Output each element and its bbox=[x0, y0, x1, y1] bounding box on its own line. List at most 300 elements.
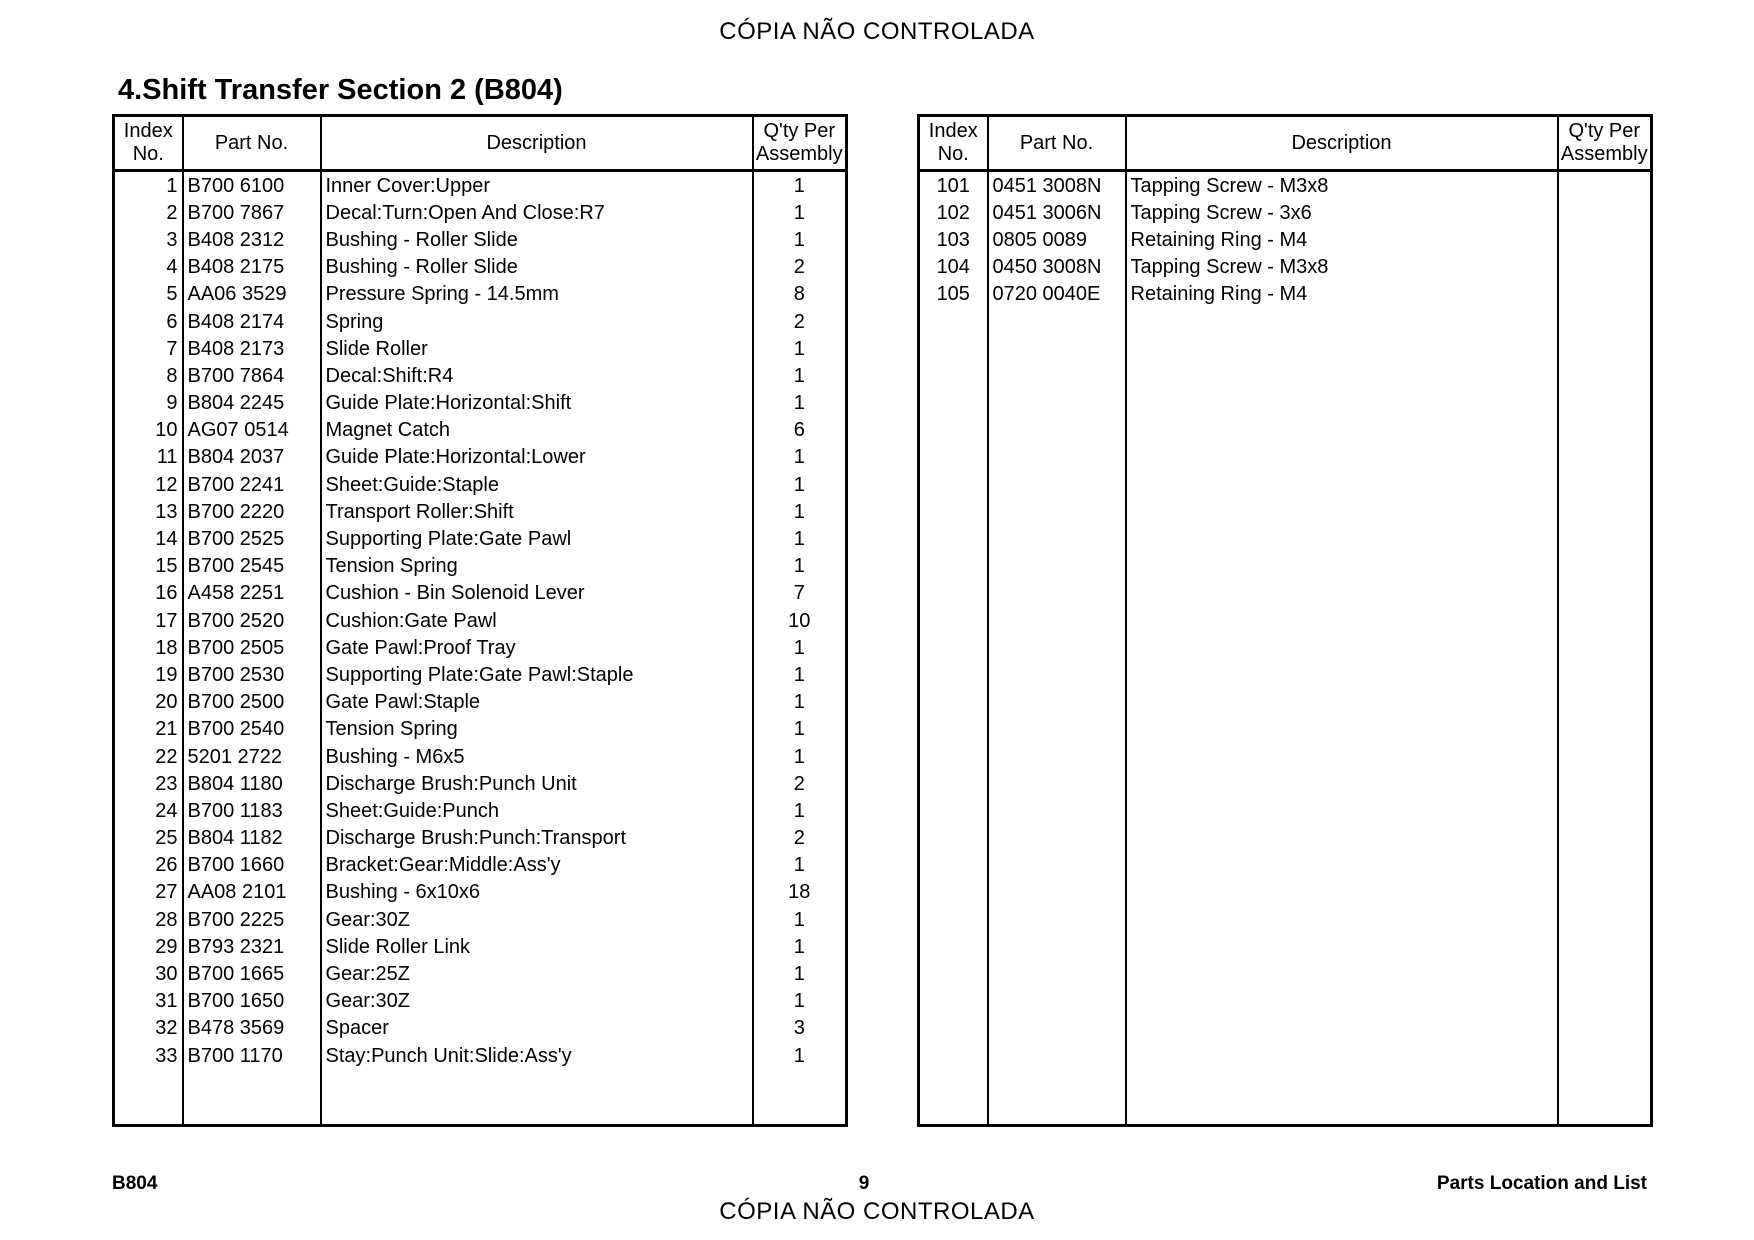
part-no-cell: B793 2321 bbox=[183, 933, 321, 960]
qty-cell: 1 bbox=[793, 228, 805, 251]
description-cell bbox=[1126, 498, 1558, 525]
qty-cell bbox=[1558, 661, 1652, 688]
description-cell: Discharge Brush:Punch:Transport bbox=[321, 825, 753, 852]
part-no-cell bbox=[988, 743, 1126, 770]
qty-cell bbox=[1558, 1015, 1652, 1042]
description-cell bbox=[1126, 1069, 1558, 1096]
qty-cell bbox=[1558, 390, 1652, 417]
description-cell bbox=[1126, 852, 1558, 879]
description-cell bbox=[1126, 362, 1558, 389]
table-row bbox=[114, 1042, 847, 1069]
part-no-cell bbox=[988, 933, 1126, 960]
index-cell: 21 bbox=[114, 716, 183, 743]
description-cell bbox=[1126, 743, 1558, 770]
table-row bbox=[114, 254, 847, 281]
description-cell: Guide Plate:Horizontal:Shift bbox=[321, 390, 753, 417]
table-row bbox=[919, 171, 1652, 200]
index-cell bbox=[919, 417, 988, 444]
footer-model: B804 bbox=[112, 1173, 158, 1194]
qty-cell bbox=[1558, 988, 1652, 1015]
qty-cell bbox=[1558, 960, 1652, 987]
index-cell bbox=[919, 933, 988, 960]
part-no-cell bbox=[183, 1096, 321, 1125]
qty-cell bbox=[1558, 770, 1652, 797]
part-no-cell: 0450 3008N bbox=[988, 254, 1126, 281]
description-cell: Gate Pawl:Proof Tray bbox=[321, 634, 753, 661]
description-cell bbox=[1126, 1042, 1558, 1069]
part-no-header: Part No. bbox=[183, 116, 321, 171]
table-row-empty bbox=[114, 1069, 847, 1096]
table-row bbox=[114, 471, 847, 498]
part-no-cell bbox=[988, 906, 1126, 933]
index-cell: 9 bbox=[114, 390, 183, 417]
table-row bbox=[114, 553, 847, 580]
description-cell: Tension Spring bbox=[321, 716, 753, 743]
index-cell bbox=[919, 960, 988, 987]
qty-cell: 1 bbox=[793, 935, 805, 958]
qty-cell: 7 bbox=[793, 582, 805, 605]
table-row bbox=[114, 960, 847, 987]
index-cell: 20 bbox=[114, 689, 183, 716]
qty-cell bbox=[1558, 254, 1652, 281]
table-row bbox=[114, 988, 847, 1015]
description-cell: Bushing - Roller Slide bbox=[321, 226, 753, 253]
qty-cell bbox=[1558, 1096, 1652, 1125]
table-header-row bbox=[919, 116, 1652, 171]
qty-header: Q'ty Per Assembly bbox=[753, 116, 847, 171]
table-row bbox=[114, 171, 847, 200]
qty-header: Q'ty Per Assembly bbox=[1558, 116, 1652, 171]
description-cell: Pressure Spring - 14.5mm bbox=[321, 281, 753, 308]
index-cell: 26 bbox=[114, 852, 183, 879]
index-cell: 19 bbox=[114, 661, 183, 688]
qty-cell: 1 bbox=[793, 745, 805, 768]
qty-cell: 1 bbox=[793, 500, 805, 523]
qty-cell: 1 bbox=[793, 799, 805, 822]
description-cell bbox=[1126, 906, 1558, 933]
table-row bbox=[114, 417, 847, 444]
part-no-cell: B478 3569 bbox=[183, 1015, 321, 1042]
description-cell bbox=[1126, 797, 1558, 824]
description-cell bbox=[1126, 444, 1558, 471]
part-no-header: Part No. bbox=[988, 116, 1126, 171]
part-no-cell: B700 1183 bbox=[183, 797, 321, 824]
description-cell bbox=[1126, 661, 1558, 688]
description-cell bbox=[1126, 960, 1558, 987]
part-no-cell bbox=[988, 607, 1126, 634]
part-no-cell: B700 2225 bbox=[183, 906, 321, 933]
part-no-cell: 0805 0089 bbox=[988, 226, 1126, 253]
qty-cell: 6 bbox=[793, 419, 805, 442]
index-cell: 18 bbox=[114, 634, 183, 661]
description-cell: Gear:30Z bbox=[321, 906, 753, 933]
description-cell bbox=[1126, 716, 1558, 743]
index-cell: 28 bbox=[114, 906, 183, 933]
description-header: Description bbox=[321, 116, 753, 171]
part-no-cell: AA06 3529 bbox=[183, 281, 321, 308]
table-row bbox=[919, 281, 1652, 308]
table-row-empty bbox=[919, 607, 1652, 634]
index-cell: 4 bbox=[114, 254, 183, 281]
qty-cell bbox=[1558, 308, 1652, 335]
table-row bbox=[114, 226, 847, 253]
description-cell bbox=[1126, 1096, 1558, 1125]
description-cell bbox=[1126, 1015, 1558, 1042]
index-cell: 12 bbox=[114, 471, 183, 498]
index-cell bbox=[114, 1096, 183, 1125]
index-cell: 16 bbox=[114, 580, 183, 607]
index-cell bbox=[919, 770, 988, 797]
description-cell: Retaining Ring - M4 bbox=[1126, 226, 1558, 253]
qty-cell: 1 bbox=[793, 663, 805, 686]
part-no-cell: A458 2251 bbox=[183, 580, 321, 607]
table-row-empty bbox=[919, 390, 1652, 417]
index-cell: 2 bbox=[114, 199, 183, 226]
table-row bbox=[114, 498, 847, 525]
part-no-cell: B700 2505 bbox=[183, 634, 321, 661]
description-cell: Bushing - 6x10x6 bbox=[321, 879, 753, 906]
qty-cell: 1 bbox=[793, 908, 805, 931]
part-no-cell: B804 1182 bbox=[183, 825, 321, 852]
part-no-cell bbox=[988, 1096, 1126, 1125]
description-cell: Retaining Ring - M4 bbox=[1126, 281, 1558, 308]
table-row-empty bbox=[919, 879, 1652, 906]
part-no-cell: B700 2540 bbox=[183, 716, 321, 743]
qty-cell: 1 bbox=[793, 473, 805, 496]
description-cell: Tapping Screw - M3x8 bbox=[1126, 254, 1558, 281]
part-no-cell: B700 2241 bbox=[183, 471, 321, 498]
table-row bbox=[114, 390, 847, 417]
qty-cell bbox=[1558, 335, 1652, 362]
table-row-empty bbox=[919, 716, 1652, 743]
table-row bbox=[114, 879, 847, 906]
part-no-cell bbox=[988, 716, 1126, 743]
description-cell: Decal:Shift:R4 bbox=[321, 362, 753, 389]
qty-cell bbox=[1558, 362, 1652, 389]
index-cell bbox=[919, 661, 988, 688]
qty-cell bbox=[1558, 226, 1652, 253]
description-cell: Bracket:Gear:Middle:Ass'y bbox=[321, 852, 753, 879]
description-cell bbox=[1126, 580, 1558, 607]
part-no-cell bbox=[988, 770, 1126, 797]
index-cell: 102 bbox=[919, 199, 988, 226]
description-cell: Bushing - Roller Slide bbox=[321, 254, 753, 281]
qty-cell bbox=[1558, 797, 1652, 824]
part-no-cell: AA08 2101 bbox=[183, 879, 321, 906]
index-header: Index No. bbox=[919, 116, 988, 171]
part-no-cell: B804 2037 bbox=[183, 444, 321, 471]
index-cell bbox=[919, 743, 988, 770]
description-cell: Tapping Screw - M3x8 bbox=[1126, 171, 1558, 200]
part-no-cell: B700 2500 bbox=[183, 689, 321, 716]
table-row-empty bbox=[919, 444, 1652, 471]
description-cell: Slide Roller bbox=[321, 335, 753, 362]
qty-cell bbox=[1558, 1069, 1652, 1096]
part-no-cell bbox=[988, 1042, 1126, 1069]
description-cell: Spacer bbox=[321, 1015, 753, 1042]
part-no-cell: B700 2525 bbox=[183, 525, 321, 552]
table-row-empty bbox=[919, 417, 1652, 444]
table-row bbox=[114, 634, 847, 661]
index-cell bbox=[919, 553, 988, 580]
index-cell bbox=[919, 1069, 988, 1096]
index-cell: 15 bbox=[114, 553, 183, 580]
description-cell: Sheet:Guide:Punch bbox=[321, 797, 753, 824]
description-cell bbox=[1126, 417, 1558, 444]
table-row-empty bbox=[919, 471, 1652, 498]
table-row bbox=[114, 770, 847, 797]
qty-cell: 1 bbox=[793, 990, 805, 1013]
table-row bbox=[114, 716, 847, 743]
qty-cell: 1 bbox=[793, 446, 805, 469]
index-cell: 27 bbox=[114, 879, 183, 906]
qty-cell: 10 bbox=[788, 609, 811, 632]
part-no-cell bbox=[988, 825, 1126, 852]
description-cell: Gear:30Z bbox=[321, 988, 753, 1015]
table-row-empty bbox=[919, 308, 1652, 335]
table-row bbox=[114, 825, 847, 852]
qty-cell bbox=[1558, 906, 1652, 933]
table-row-empty bbox=[919, 906, 1652, 933]
description-cell bbox=[1126, 933, 1558, 960]
qty-cell bbox=[1558, 716, 1652, 743]
description-cell: Sheet:Guide:Staple bbox=[321, 471, 753, 498]
part-no-cell bbox=[988, 1015, 1126, 1042]
table-row-empty bbox=[919, 1015, 1652, 1042]
description-cell: Decal:Turn:Open And Close:R7 bbox=[321, 199, 753, 226]
footer-section: Parts Location and List bbox=[1436, 1173, 1647, 1194]
description-cell: Bushing - M6x5 bbox=[321, 743, 753, 770]
part-no-cell bbox=[988, 879, 1126, 906]
index-cell bbox=[919, 335, 988, 362]
index-cell bbox=[919, 471, 988, 498]
index-cell: 30 bbox=[114, 960, 183, 987]
qty-cell: 3 bbox=[793, 1017, 805, 1040]
table-row-empty bbox=[919, 689, 1652, 716]
part-no-cell bbox=[988, 335, 1126, 362]
index-cell: 101 bbox=[919, 171, 988, 200]
table-row-empty bbox=[919, 743, 1652, 770]
description-cell bbox=[1126, 308, 1558, 335]
qty-cell bbox=[1558, 199, 1652, 226]
table-row bbox=[114, 743, 847, 770]
index-cell bbox=[919, 580, 988, 607]
qty-cell bbox=[1558, 444, 1652, 471]
description-cell: Guide Plate:Horizontal:Lower bbox=[321, 444, 753, 471]
table-row bbox=[114, 607, 847, 634]
table-row-empty bbox=[919, 335, 1652, 362]
table-row-empty bbox=[919, 634, 1652, 661]
description-cell bbox=[1126, 634, 1558, 661]
part-no-cell: B700 2520 bbox=[183, 607, 321, 634]
description-cell: Cushion - Bin Solenoid Lever bbox=[321, 580, 753, 607]
qty-cell bbox=[1558, 471, 1652, 498]
table-row bbox=[919, 199, 1652, 226]
description-cell: Supporting Plate:Gate Pawl:Staple bbox=[321, 661, 753, 688]
part-no-cell bbox=[988, 634, 1126, 661]
table-row-empty bbox=[919, 525, 1652, 552]
description-cell: Tapping Screw - 3x6 bbox=[1126, 199, 1558, 226]
index-cell: 14 bbox=[114, 525, 183, 552]
part-no-cell bbox=[183, 1069, 321, 1096]
description-cell bbox=[1126, 689, 1558, 716]
part-no-cell: B804 1180 bbox=[183, 770, 321, 797]
table-row bbox=[114, 525, 847, 552]
qty-cell: 2 bbox=[793, 772, 805, 795]
index-cell bbox=[919, 689, 988, 716]
table-row bbox=[114, 444, 847, 471]
index-cell: 8 bbox=[114, 362, 183, 389]
part-no-cell bbox=[988, 444, 1126, 471]
index-cell bbox=[114, 1069, 183, 1096]
qty-cell bbox=[1558, 743, 1652, 770]
part-no-cell bbox=[988, 797, 1126, 824]
index-header: Index No. bbox=[114, 116, 183, 171]
part-no-cell bbox=[988, 525, 1126, 552]
qty-cell: 8 bbox=[793, 283, 805, 306]
index-cell bbox=[919, 362, 988, 389]
description-cell: Spring bbox=[321, 308, 753, 335]
part-no-cell bbox=[988, 553, 1126, 580]
description-cell: Transport Roller:Shift bbox=[321, 498, 753, 525]
qty-cell: 1 bbox=[793, 718, 805, 741]
part-no-cell bbox=[988, 661, 1126, 688]
index-cell bbox=[919, 498, 988, 525]
table-row-empty bbox=[919, 797, 1652, 824]
index-cell: 33 bbox=[114, 1042, 183, 1069]
qty-cell bbox=[1558, 525, 1652, 552]
part-no-cell: B700 7867 bbox=[183, 199, 321, 226]
qty-cell: 1 bbox=[793, 364, 805, 387]
description-cell bbox=[1126, 525, 1558, 552]
qty-cell: 1 bbox=[793, 1044, 805, 1067]
watermark-top: CÓPIA NÃO CONTROLADA bbox=[719, 18, 1035, 45]
description-cell bbox=[1126, 471, 1558, 498]
qty-cell: 1 bbox=[793, 201, 805, 224]
footer-page-number: 9 bbox=[858, 1173, 870, 1194]
qty-cell bbox=[1558, 498, 1652, 525]
part-no-cell bbox=[988, 390, 1126, 417]
index-cell: 7 bbox=[114, 335, 183, 362]
description-cell: Inner Cover:Upper bbox=[321, 171, 753, 200]
description-cell: Tension Spring bbox=[321, 553, 753, 580]
index-cell: 17 bbox=[114, 607, 183, 634]
part-no-cell bbox=[988, 417, 1126, 444]
table-row-empty bbox=[919, 852, 1652, 879]
part-no-cell: B700 6100 bbox=[183, 171, 321, 200]
qty-cell bbox=[1558, 634, 1652, 661]
part-no-cell: 0451 3006N bbox=[988, 199, 1126, 226]
table-header-row bbox=[114, 116, 847, 171]
qty-cell: 1 bbox=[793, 174, 805, 197]
qty-cell: 1 bbox=[793, 854, 805, 877]
qty-cell bbox=[1558, 825, 1652, 852]
part-no-cell: B700 2220 bbox=[183, 498, 321, 525]
index-cell bbox=[919, 825, 988, 852]
index-cell bbox=[919, 308, 988, 335]
index-cell bbox=[919, 906, 988, 933]
table-row bbox=[919, 254, 1652, 281]
table-row-empty bbox=[919, 1042, 1652, 1069]
index-cell bbox=[919, 797, 988, 824]
qty-cell bbox=[1558, 1042, 1652, 1069]
part-no-cell: B700 2545 bbox=[183, 553, 321, 580]
qty-cell bbox=[1558, 580, 1652, 607]
table-row bbox=[114, 1015, 847, 1042]
qty-cell bbox=[1558, 933, 1652, 960]
description-header: Description bbox=[1126, 116, 1558, 171]
qty-cell: 1 bbox=[793, 636, 805, 659]
qty-cell bbox=[1558, 171, 1652, 200]
description-cell: Slide Roller Link bbox=[321, 933, 753, 960]
qty-cell: 1 bbox=[793, 963, 805, 986]
index-cell bbox=[919, 988, 988, 1015]
table-row-empty bbox=[919, 1096, 1652, 1125]
table-row bbox=[114, 580, 847, 607]
table-row-empty bbox=[919, 1069, 1652, 1096]
table-row-empty bbox=[919, 825, 1652, 852]
qty-cell: 1 bbox=[793, 337, 805, 360]
part-no-cell: AG07 0514 bbox=[183, 417, 321, 444]
index-cell: 24 bbox=[114, 797, 183, 824]
table-row bbox=[114, 852, 847, 879]
qty-cell bbox=[753, 1069, 847, 1096]
index-cell: 13 bbox=[114, 498, 183, 525]
table-row bbox=[114, 281, 847, 308]
part-no-cell: B408 2312 bbox=[183, 226, 321, 253]
part-no-cell: B700 1170 bbox=[183, 1042, 321, 1069]
index-cell: 1 bbox=[114, 171, 183, 200]
qty-cell: 18 bbox=[788, 881, 811, 904]
index-cell: 32 bbox=[114, 1015, 183, 1042]
index-cell: 29 bbox=[114, 933, 183, 960]
part-no-cell: B700 7864 bbox=[183, 362, 321, 389]
description-cell bbox=[1126, 335, 1558, 362]
index-cell bbox=[919, 879, 988, 906]
description-cell: Gear:25Z bbox=[321, 960, 753, 987]
part-no-cell bbox=[988, 988, 1126, 1015]
part-no-cell: B700 1665 bbox=[183, 960, 321, 987]
part-no-cell: B700 1660 bbox=[183, 852, 321, 879]
description-cell: Supporting Plate:Gate Pawl bbox=[321, 525, 753, 552]
part-no-cell: B408 2174 bbox=[183, 308, 321, 335]
index-cell bbox=[919, 607, 988, 634]
index-cell bbox=[919, 716, 988, 743]
table-row-empty bbox=[919, 661, 1652, 688]
index-cell: 10 bbox=[114, 417, 183, 444]
description-cell bbox=[1126, 607, 1558, 634]
qty-cell: 1 bbox=[793, 528, 805, 551]
index-cell: 3 bbox=[114, 226, 183, 253]
qty-cell bbox=[1558, 553, 1652, 580]
table-row bbox=[114, 933, 847, 960]
table-row bbox=[919, 226, 1652, 253]
qty-cell bbox=[1558, 417, 1652, 444]
description-cell bbox=[1126, 553, 1558, 580]
index-cell bbox=[919, 525, 988, 552]
index-cell: 22 bbox=[114, 743, 183, 770]
parts-table-right bbox=[917, 114, 1653, 1127]
qty-cell: 2 bbox=[793, 310, 805, 333]
index-cell: 25 bbox=[114, 825, 183, 852]
table-row bbox=[114, 661, 847, 688]
index-cell: 104 bbox=[919, 254, 988, 281]
table-row bbox=[114, 906, 847, 933]
section-title: 4.Shift Transfer Section 2 (B804) bbox=[118, 74, 563, 106]
qty-cell bbox=[1558, 281, 1652, 308]
qty-cell bbox=[1558, 607, 1652, 634]
table-row bbox=[114, 689, 847, 716]
